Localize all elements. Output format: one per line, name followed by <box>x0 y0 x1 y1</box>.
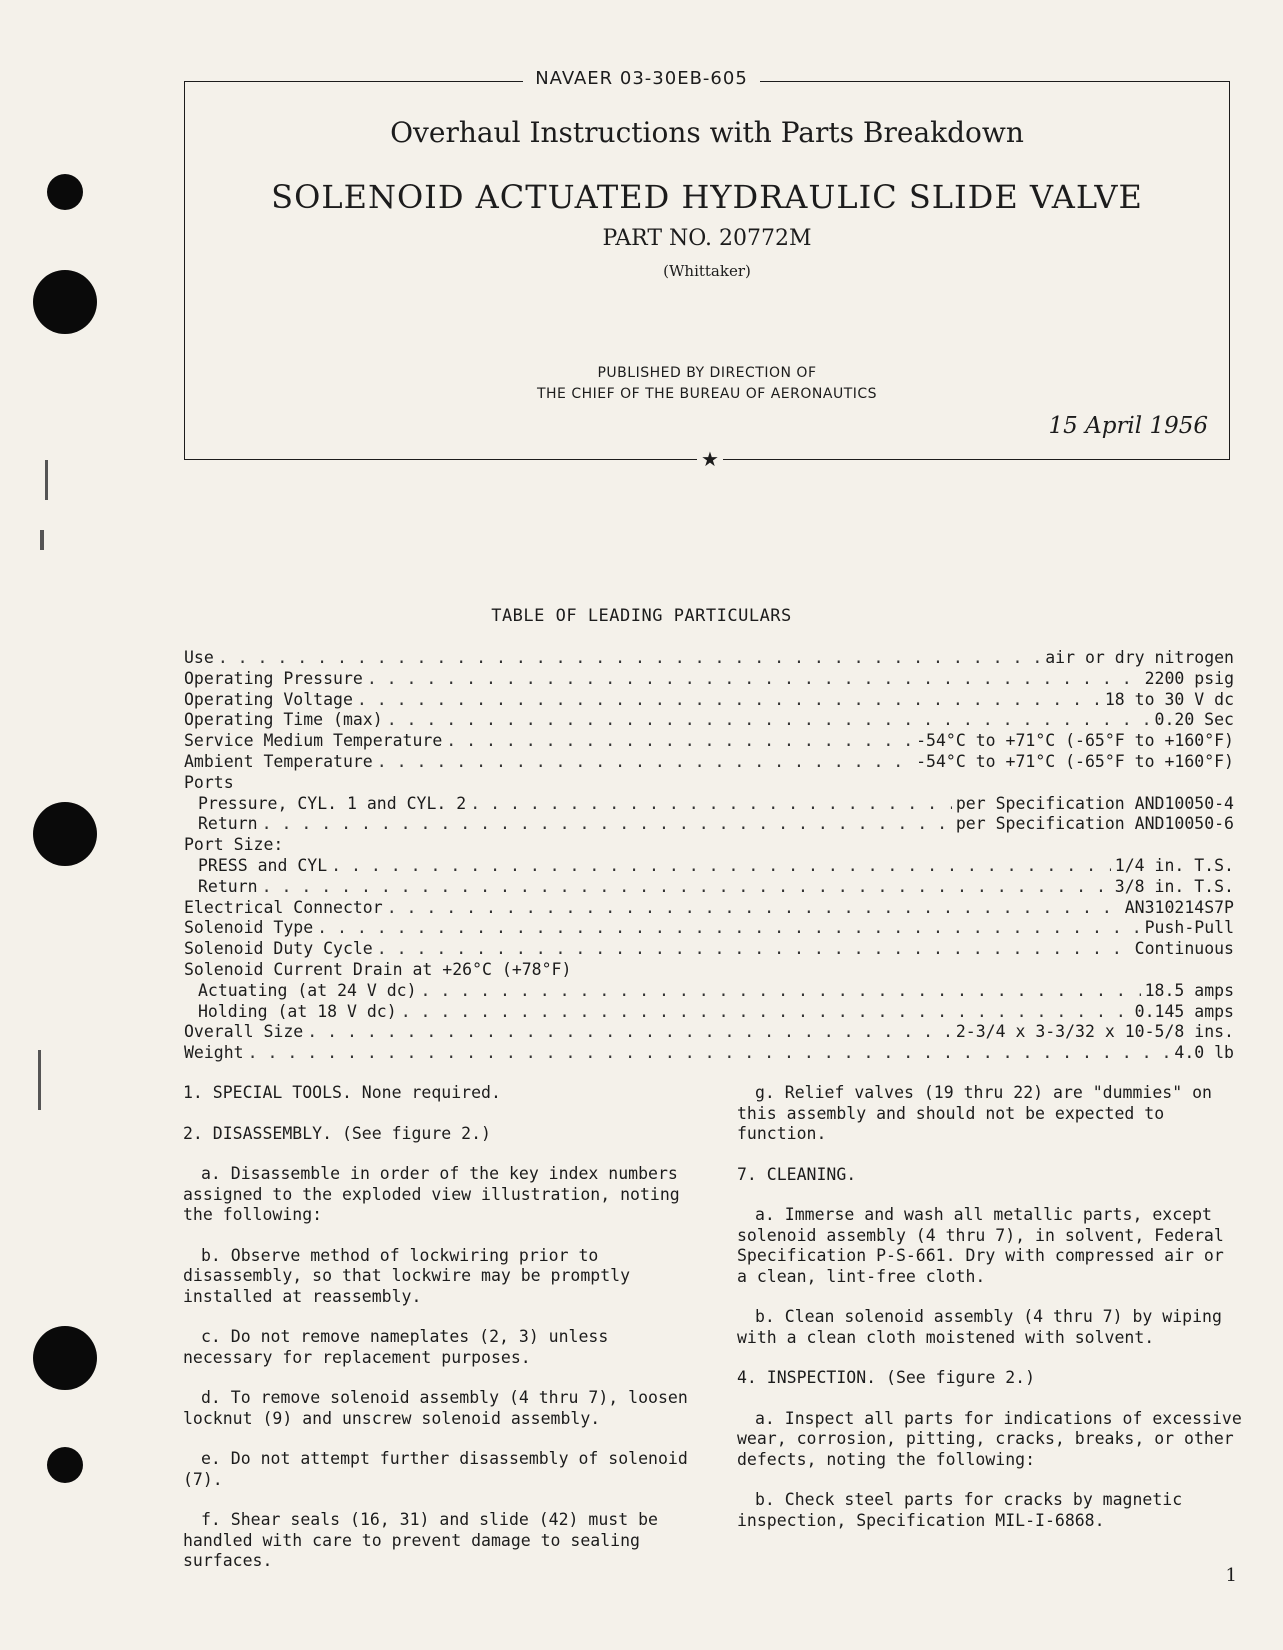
particulars-row: Electrical Connector . . . AN310214S7P <box>184 898 1234 919</box>
punch-hole <box>33 270 97 334</box>
paragraph: a. Inspect all parts for indications of excessive wear, corrosion, pitting, cracks, breaks, or other defects, noting the following: <box>737 1408 1242 1469</box>
punch-hole <box>33 1326 97 1390</box>
publication-date: 15 April 1956 <box>1048 413 1208 439</box>
particulars-heading: Solenoid Current Drain at +26°C (+78°F) <box>184 959 572 979</box>
punch-hole <box>33 802 97 866</box>
particulars-row: Use . . . air or dry nitrogen <box>184 648 1234 669</box>
scan-mark <box>38 1050 41 1110</box>
particulars-row: Solenoid Type . . . Push-Pull <box>184 918 1234 939</box>
particulars-row: Weight . . . 4.0 lb <box>184 1043 1234 1064</box>
published-line-2: THE CHIEF OF THE BUREAU OF AERONAUTICS <box>536 386 878 402</box>
document-number: NAVAER 03-30EB-605 <box>0 68 1283 89</box>
subject-title: SOLENOID ACTUATED HYDRAULIC SLIDE VALVE <box>271 178 1143 216</box>
paragraph: a. Immerse and wash all metallic parts, except solenoid assembly (4 thru 7), in solvent, Federal Specification P-S-661. Dry with compressed air or a clean, lint-free cloth. <box>737 1205 1224 1286</box>
particulars-row: Return . . . per Specification AND10050-6 <box>184 814 1234 835</box>
particulars-row: Operating Voltage . . . 18 to 30 V dc <box>184 690 1234 711</box>
particulars-row: Return . . . 3/8 in. T.S. <box>184 877 1234 898</box>
particulars-heading: Ports <box>184 772 234 792</box>
paragraph: d. To remove solenoid assembly (4 thru 7), loosen locknut (9) and unscrew solenoid assembly. <box>183 1388 688 1428</box>
section-heading: 1. SPECIAL TOOLS. None required. <box>183 1083 501 1102</box>
section-heading: 4. INSPECTION. (See figure 2.) <box>737 1368 1036 1387</box>
paragraph: b. Observe method of lockwiring prior to disassembly, so that lockwire may be promptly installed at reassembly. <box>183 1245 631 1306</box>
right-column <box>737 1083 1242 1551</box>
particulars-row: Service Medium Temperature . . . -54°C to +71°C (-65°F to +160°F) <box>184 731 1234 752</box>
particulars-row: PRESS and CYL . . . 1/4 in. T.S. <box>184 856 1234 877</box>
paragraph: c. Do not remove nameplates (2, 3) unless necessary for replacement purposes. <box>183 1327 609 1367</box>
manufacturer: (Whittaker) <box>663 262 751 280</box>
particulars-title: TABLE OF LEADING PARTICULARS <box>491 606 792 626</box>
paragraph: b. Clean solenoid assembly (4 thru 7) by wiping with a clean cloth moistened with solvent. <box>737 1307 1222 1347</box>
scan-mark <box>40 530 44 550</box>
section-heading: 7. CLEANING. <box>737 1164 857 1184</box>
paragraph: a. Disassemble in order of the key index numbers assigned to the exploded view illustration, noting the following: <box>183 1164 680 1224</box>
punch-hole <box>47 174 83 210</box>
particulars-row: Pressure, CYL. 1 and CYL. 2 . . . per Specification AND10050-4 <box>184 794 1234 815</box>
paragraph: e. Do not attempt further disassembly of solenoid (7). <box>183 1449 688 1489</box>
scan-mark <box>45 460 48 500</box>
left-column <box>183 1083 688 1592</box>
paragraph: f. Shear seals (16, 31) and slide (42) must be handled with care to prevent damage to sealing surfaces. <box>183 1510 658 1570</box>
punch-hole <box>47 1447 83 1483</box>
particulars-table <box>184 648 1234 1064</box>
paragraph: b. Check steel parts for cracks by magnetic inspection, Specification MIL-I-6868. <box>737 1490 1183 1530</box>
part-number: PART NO. 20772M <box>602 226 812 251</box>
particulars-heading: Port Size: <box>184 835 284 855</box>
section-heading: 2. DISASSEMBLY. (See figure 2.) <box>183 1123 491 1143</box>
particulars-row: Actuating (at 24 V dc) . . . 18.5 amps <box>184 981 1234 1002</box>
particulars-row: Operating Pressure . . . 2200 psig <box>184 669 1234 690</box>
particulars-row: Solenoid Duty Cycle . . . Continuous <box>184 939 1234 960</box>
published-line-1: PUBLISHED BY DIRECTION OF <box>597 365 817 381</box>
particulars-row: Operating Time (max) . . . 0.20 Sec <box>184 710 1234 731</box>
document-title: Overhaul Instructions with Parts Breakdown <box>390 116 1024 149</box>
particulars-row: Overall Size . . . 2-3/4 x 3-3/32 x 10-5/8 ins. <box>184 1022 1234 1043</box>
particulars-row: Holding (at 18 V dc) . . . 0.145 amps <box>184 1002 1234 1023</box>
particulars-row: Ambient Temperature . . . -54°C to +71°C (-65°F to +160°F) <box>184 752 1234 773</box>
star-icon: ★ <box>697 449 723 469</box>
paragraph: g. Relief valves (19 thru 22) are "dummies" on this assembly and should not be expected to function. <box>737 1083 1212 1143</box>
page-number: 1 <box>1225 1565 1237 1586</box>
